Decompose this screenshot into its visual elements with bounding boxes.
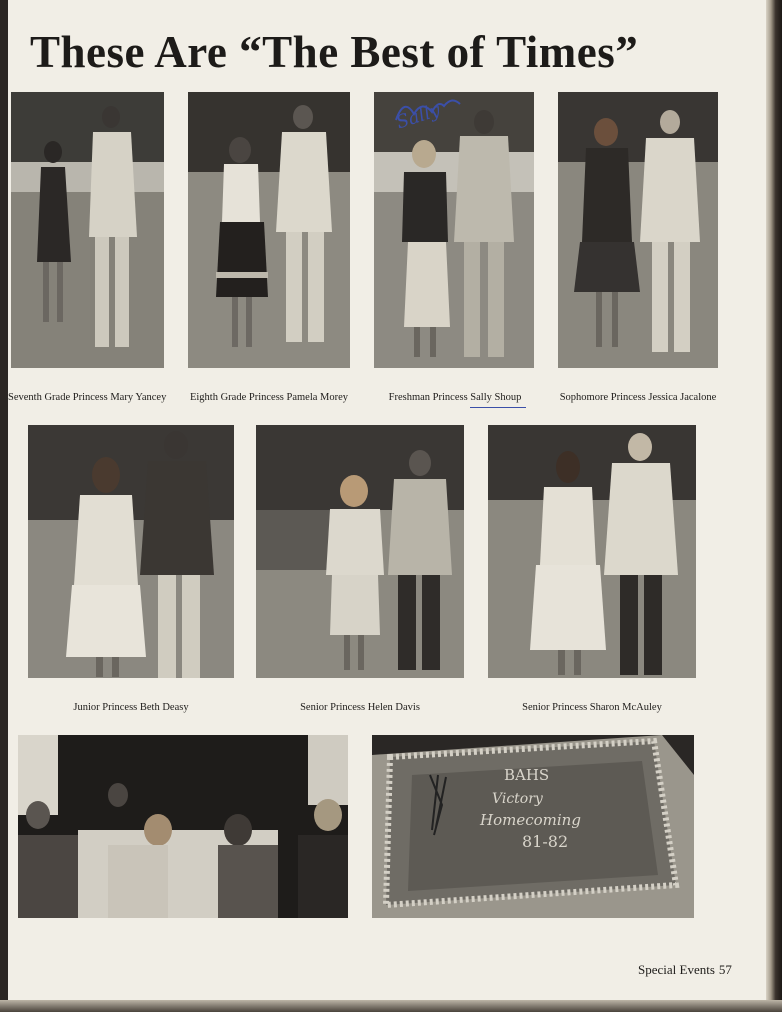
photo-senior-princess-sharon — [488, 425, 696, 678]
handwritten-underline — [470, 407, 526, 408]
page-title: These Are “The Best of Times” — [30, 27, 639, 77]
photo-senior-princess-helen — [256, 425, 464, 678]
photo-freshman-princess — [374, 92, 534, 368]
cake-text-victory: Victory — [492, 791, 543, 807]
caption-junior: Junior Princess Beth Deasy — [73, 702, 189, 713]
page-bottom-edge — [0, 1000, 782, 1012]
caption-senior-helen: Senior Princess Helen Davis — [300, 702, 420, 713]
photo-eighth-grade-princess — [188, 92, 350, 368]
photo-banquet — [18, 735, 348, 918]
cake-text-year: 81-82 — [522, 832, 569, 851]
book-spine-shadow — [766, 0, 782, 1012]
photo-homecoming-cake — [372, 735, 694, 918]
footer-section: Special Events — [638, 962, 715, 977]
handwritten-annotation: Sally — [393, 99, 443, 134]
caption-sophomore: Sophomore Princess Jessica Jacalone — [559, 392, 717, 403]
caption-senior-sharon: Senior Princess Sharon McAuley — [522, 702, 662, 713]
caption-seventh-grade: Seventh Grade Princess Mary Yancey — [8, 392, 167, 403]
page-footer — [638, 962, 736, 978]
cake-text-school: BAHS — [504, 766, 550, 784]
cake-text-homecoming: Homecoming — [480, 811, 581, 829]
photo-seventh-grade-princess — [11, 92, 164, 368]
yearbook-page — [8, 0, 766, 1000]
caption-eighth-grade: Eighth Grade Princess Pamela Morey — [189, 392, 349, 403]
footer-page-number: 57 — [718, 962, 732, 977]
caption-freshman: Freshman Princess Sally Shoup — [388, 392, 522, 403]
photo-junior-princess — [28, 425, 234, 678]
photo-sophomore-princess — [558, 92, 718, 368]
